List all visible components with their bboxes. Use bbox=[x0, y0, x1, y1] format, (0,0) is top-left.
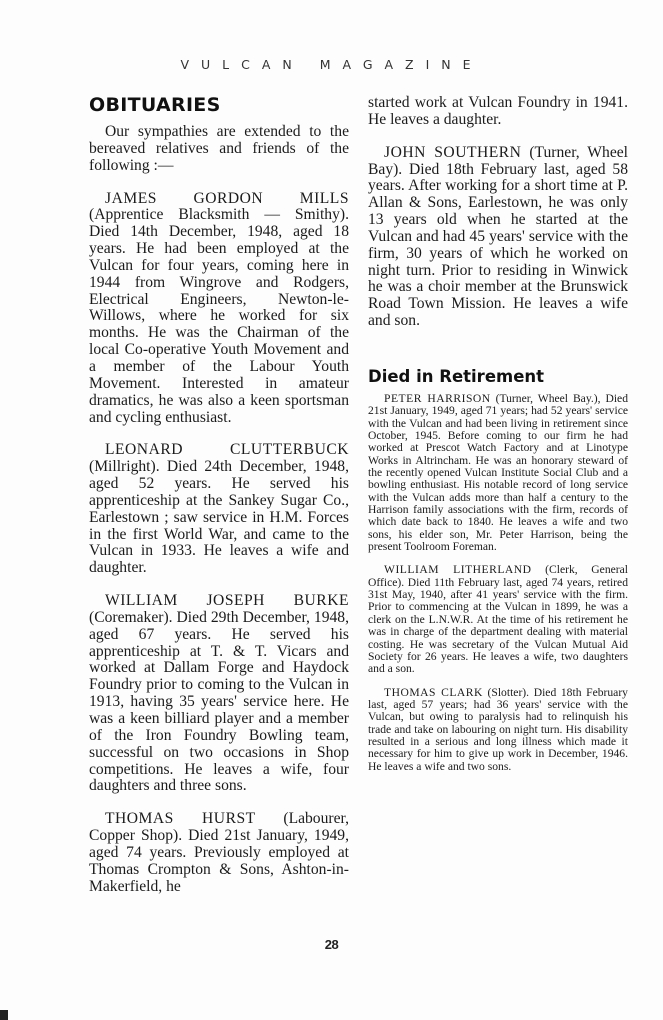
obituary-entry bbox=[89, 442, 349, 577]
obituary-entry bbox=[368, 145, 628, 330]
deceased-name: JAMES GORDON MILLS bbox=[105, 189, 349, 207]
right-column bbox=[368, 95, 628, 773]
retirement-entry bbox=[368, 687, 628, 773]
obituary-entry bbox=[89, 593, 349, 795]
left-column bbox=[89, 93, 349, 895]
obituary-text: (Turner, Wheel Bay.), Died 21st January, 1949, aged 71 years; had 52 years' service with the Vulcan and had been living in retirement since October, 1945. Before coming to our firm he had worked at Prescot Watch Factory and at Linotype Works in Altrincham. He was an honorary steward of the recently opened Vulcan Institute Social Club and a bowling enthusiast. His notable record of long service with the Vulcan adds more than half a century to the Harrison family associations with the firm, records of which date back to 1840. He leaves a wife and two sons, his elder son, Mr. Peter Harrison, being the present Toolroom Foreman. bbox=[368, 391, 629, 554]
obituary-text: (Slotter). Died 18th February last, aged 57 years; had 36 years' service with the Vulcan, but owing to paralysis had to relinquish his trade and take on labouring on night turn. His disability resulted in a serious and long illness which made it necessary for him to give up work in December, 1946. He leaves a wife and two sons. bbox=[368, 685, 628, 773]
deceased-name: PETER HARRISON bbox=[384, 391, 491, 405]
obituary-entry bbox=[89, 191, 349, 427]
obituary-text: (Turner, Wheel Bay). Died 18th February last, aged 58 years. After working for a short time at P. Allan & Sons, Earlestown, he was only 13 years old when he started at the Vulcan and had 45 years' service with the firm, 30 years of which he worked on night turn. Prior to residing in Winwick he was a choir member at the Brunswick Road Town Mission. He leaves a wife and son. bbox=[368, 143, 628, 330]
obituary-entry bbox=[89, 811, 349, 895]
page-number: 28 bbox=[324, 937, 339, 952]
deceased-name: THOMAS HURST bbox=[105, 810, 256, 828]
retirement-entry bbox=[368, 564, 628, 675]
obituary-text: (Labourer, Copper Shop). Died 21st January, 1949, aged 74 years. Previously employed at Thomas Crompton & Sons, Ashton-in-Makerfield, he bbox=[89, 810, 349, 895]
obituary-continuation: started work at Vulcan Foundry in 1941. He leaves a daughter. bbox=[368, 94, 628, 128]
retirement-heading: Died in Retirement bbox=[368, 366, 545, 386]
deceased-name: JOHN SOUTHERN bbox=[384, 143, 522, 161]
obituary-text: (Coremaker). Died 29th December, 1948, aged 67 years. He served his apprenticeship at T. & T. Vicars and worked at Dallam Forge and Haydock Foundry prior to coming to the Vulcan in 1913, having 35 years' service here. He was a keen billiard player and a member of the Iron Foundry Bowling team, successful on two occasions in Shop competitions. He leaves a wife, four daughters and three sons. bbox=[89, 608, 349, 795]
obituary-text: (Apprentice Blacksmith — Smithy). Died 14th December, 1948, aged 18 years. He had been employed at the Vulcan for four years, coming here in 1944 from Wingrove and Rodgers, Electrical Engineers, Newton-le-Willows, where he worked for six months. He was the Chairman of the local Co-operative Youth Movement and a member of the Labour Youth Movement. Interested in amateur dramatics, he was also a keen sportsman and cycling enthusiast. bbox=[89, 206, 349, 426]
obituaries-heading: OBITUARIES bbox=[89, 94, 221, 116]
obituary-text: (Millright). Died 24th December, 1948, aged 52 years. He served his apprenticeship at the Sankey Sugar Co., Earlestown ; saw service in H.M. Forces in the first World War, and came to the Vulcan in 1933. He leaves a wife and daughter. bbox=[89, 458, 349, 577]
obituaries-intro: Our sympathies are extended to the bereaved relatives and friends of the following :— bbox=[89, 123, 349, 174]
scan-edge-mark bbox=[0, 1010, 8, 1020]
deceased-name: WILLIAM JOSEPH BURKE bbox=[105, 592, 349, 610]
obituary-text: (Clerk, General Office). Died 11th February last, aged 74 years, retired 31st May, 1940, after 41 years' service with the firm. Prior to commencing at the Vulcan in 1899, he was a clerk on the L.N.W.R. At the time of his retirement he was in charge of the department dealing with material costing. He was secretary of the Vulcan Mutual Aid Society for 26 years. He leaves a wife, two daughters and a son. bbox=[368, 563, 628, 676]
deceased-name: THOMAS CLARK bbox=[384, 685, 483, 699]
masthead: VULCAN MAGAZINE bbox=[180, 57, 483, 72]
retirement-entry bbox=[368, 393, 628, 553]
deceased-name: WILLIAM LITHERLAND bbox=[384, 563, 532, 577]
deceased-name: LEONARD CLUTTERBUCK bbox=[105, 441, 349, 459]
